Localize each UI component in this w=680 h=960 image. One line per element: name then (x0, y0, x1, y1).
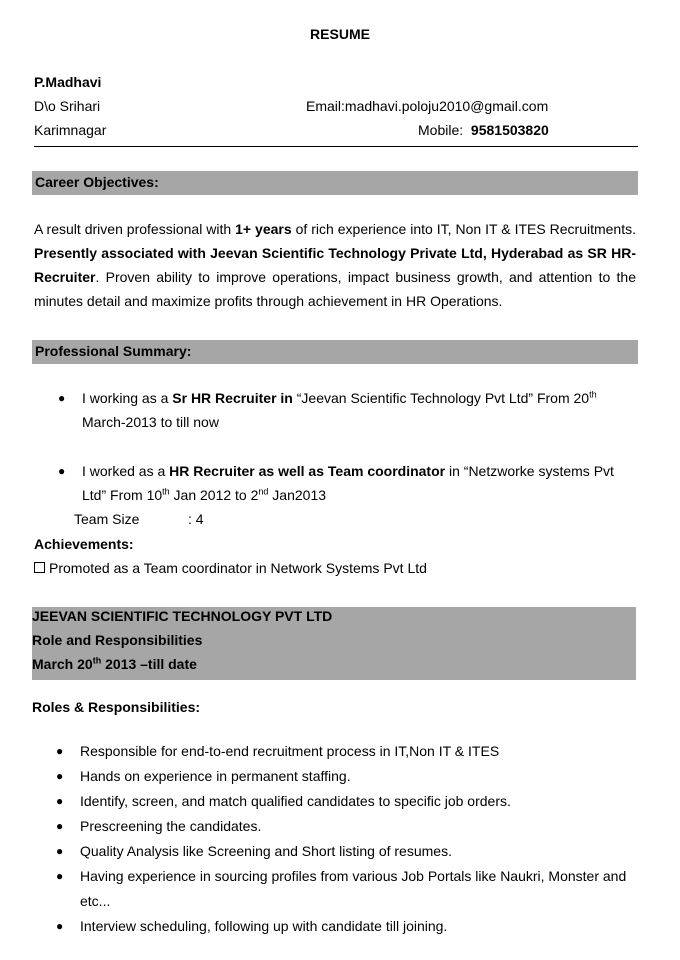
page-title: RESUME (310, 26, 370, 42)
team-size-value: : 4 (188, 511, 204, 527)
relation-line: D\o Srihari (34, 98, 101, 114)
job-header-bar (32, 607, 636, 680)
bullet-icon: ● (56, 744, 64, 758)
list-item: Hands on experience in permanent staffing. (80, 768, 351, 784)
email-address[interactable]: madhavi.poloju2010@gmail.com (344, 98, 549, 114)
email-line (306, 98, 548, 114)
career-objectives-bar (32, 171, 638, 195)
team-size-label: Team Size (74, 511, 140, 527)
professional-summary-bar (32, 340, 638, 364)
mobile-label: Mobile: (418, 122, 464, 138)
mobile-number: 9581503820 (470, 122, 549, 138)
summary-item-1-line-2: March-2013 to till now (82, 414, 219, 430)
bullet-icon: ● (56, 794, 64, 808)
bullet-icon: ● (56, 869, 64, 883)
city: Karimnagar (34, 122, 107, 138)
summary-item-2-line-1: I worked as a HR Recruiter as well as Team coordinator in “Netzworke systems Pvt (82, 463, 614, 479)
header-divider (34, 146, 638, 147)
responsibilities-heading: Roles & Responsibilities: (32, 699, 201, 715)
list-item: Responsible for end-to-end recruitment process in IT,Non IT & ITES (80, 743, 500, 759)
bullet-icon: ● (58, 464, 66, 478)
achievements-heading: Achievements: (34, 536, 134, 552)
list-item-continuation: etc... (80, 893, 111, 909)
list-item: Identify, screen, and match qualified candidates to specific job orders. (80, 793, 511, 809)
email-label: Email: (306, 98, 345, 114)
mobile-line (418, 122, 549, 138)
candidate-name: P.Madhavi (34, 74, 102, 90)
summary-item-1-line-1: I working as a Sr HR Recruiter in “Jeevan Scientific Technology Pvt Ltd” From 20th (82, 389, 597, 406)
role-title: Role and Responsibilities (32, 632, 203, 648)
bullet-icon: ● (56, 819, 64, 833)
job-date: March 20th 2013 –till date (32, 655, 197, 672)
bullet-icon: ● (56, 769, 64, 783)
bullet-icon: ● (56, 844, 64, 858)
career-objectives-heading: Career Objectives: (35, 174, 159, 190)
list-item: Interview scheduling, following up with candidate till joining. (80, 918, 448, 934)
checkbox-icon (34, 562, 45, 573)
bullet-icon: ● (56, 919, 64, 933)
career-objectives-text: A result driven professional with 1+ years of rich experience into IT, Non IT & ITES Recruitments. Presently associated with Jeevan Scientific Technology Private Ltd, Hyderabad as SR HR-Recruiter. Proven ability to improve operations, impact business growth, and attention to the minutes detail and maximize profits through achievement in HR Operations. (34, 221, 636, 309)
achievement-item: Promoted as a Team coordinator in Network Systems Pvt Ltd (34, 560, 427, 576)
bullet-icon: ● (58, 391, 66, 405)
summary-item-2-line-2: Ltd” From 10th Jan 2012 to 2nd Jan2013 (82, 486, 327, 503)
list-item: Having experience in sourcing profiles from various Job Portals like Naukri, Monster and (80, 868, 627, 884)
professional-summary-heading: Professional Summary: (35, 343, 192, 359)
list-item: Prescreening the candidates. (80, 818, 262, 834)
list-item: Quality Analysis like Screening and Short listing of resumes. (80, 843, 452, 859)
company-name: JEEVAN SCIENTIFIC TECHNOLOGY PVT LTD (32, 608, 333, 624)
